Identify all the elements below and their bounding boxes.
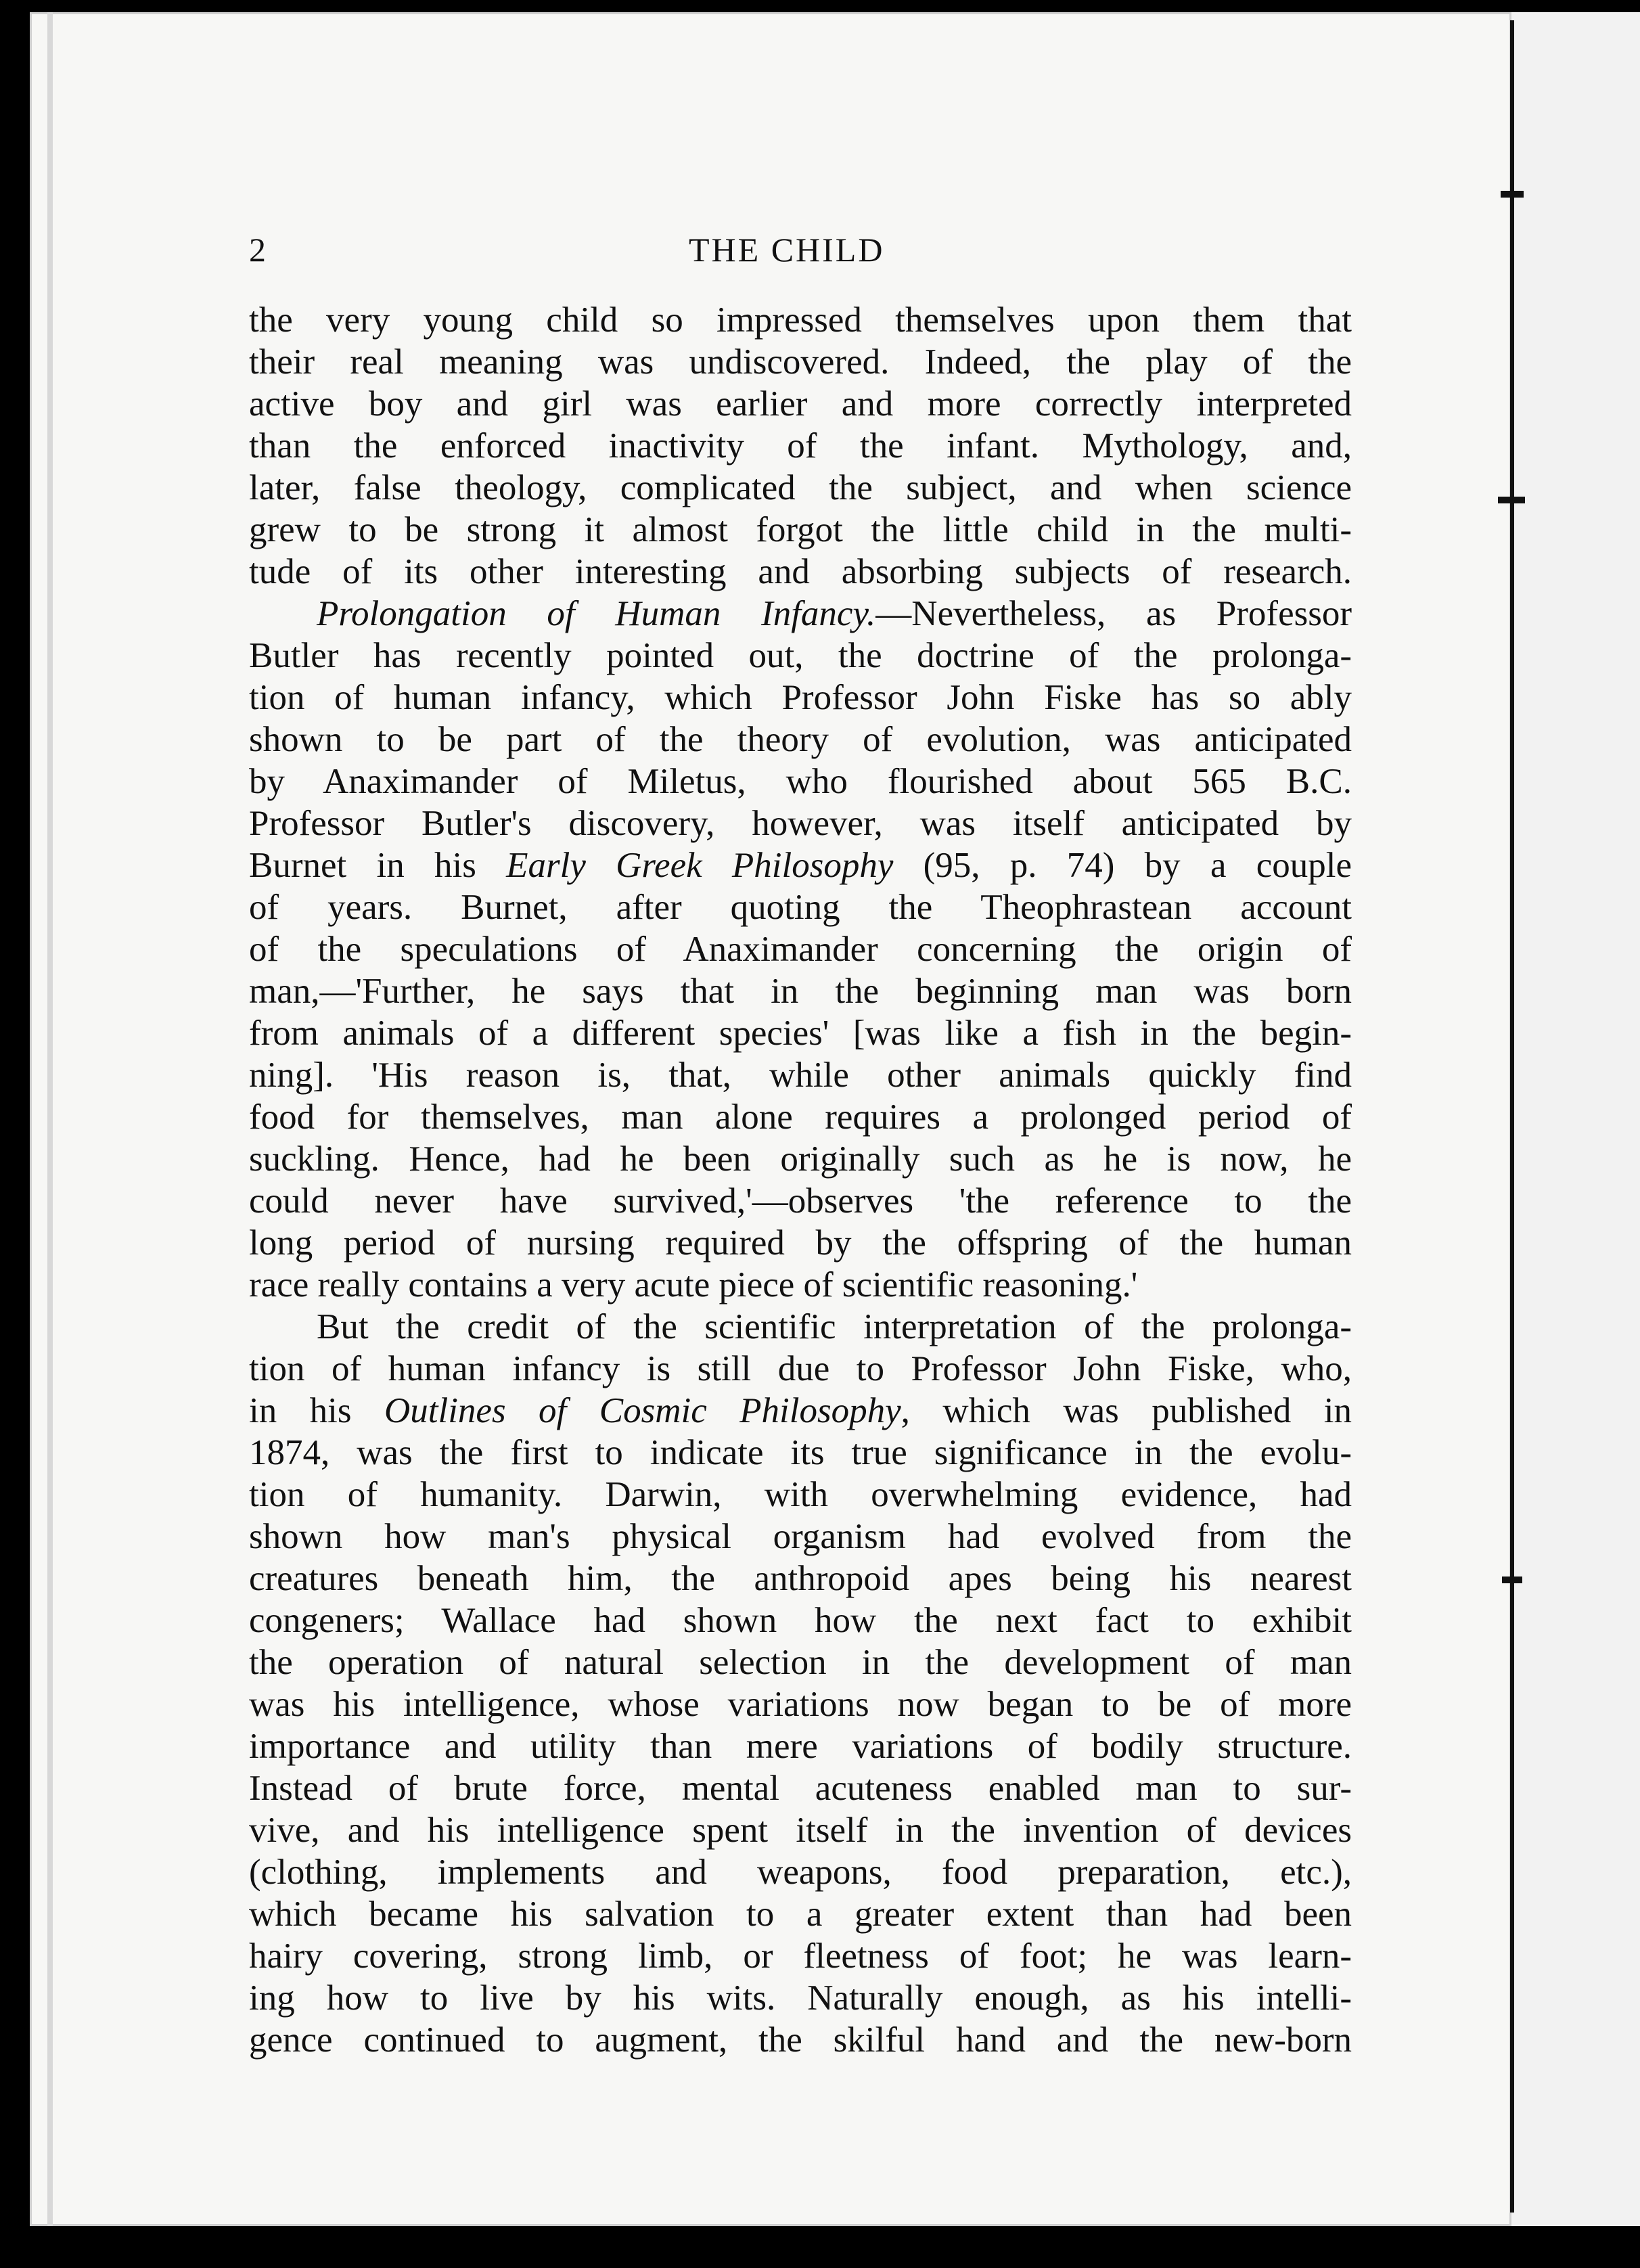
text-run: —Nevertheless, as Professor: [875, 594, 1352, 633]
text-run: Burnet in his: [249, 846, 507, 885]
text-line: importance and utility than mere variations of bodily structure.: [249, 1727, 1352, 1766]
text-run: , which was published in: [901, 1391, 1352, 1430]
text-line: gence continued to augment, the skilful hand and the new-born: [249, 2020, 1352, 2060]
text-line: suckling. Hence, had he been originally such as he is now, he: [249, 1139, 1352, 1179]
text-line: vive, and his intelligence spent itself in the invention of devices: [249, 1811, 1352, 1850]
paragraph-1: [249, 299, 1352, 593]
text-line: the very young child so impressed themselves upon them that: [249, 300, 1352, 340]
text-line: race really contains a very acute piece of scientific reasoning.': [249, 1265, 1138, 1305]
text-line: ing how to live by his wits. Naturally enough, as his intelli-: [249, 1978, 1352, 2018]
text-run: (95, p. 74) by a couple: [893, 846, 1352, 885]
facing-page-edge: [1511, 12, 1640, 2226]
text-line: Instead of brute force, mental acuteness enabled man to sur-: [249, 1769, 1352, 1808]
text-line: which became his salvation to a greater extent than had been: [249, 1895, 1352, 1934]
text-line: active boy and girl was earlier and more correctly interpreted: [249, 384, 1352, 424]
text-line: tion of human infancy is still due to Professor John Fiske, who,: [249, 1349, 1352, 1388]
text-line: than the enforced inactivity of the infant. Mythology, and,: [249, 426, 1352, 466]
text-line: ning]. 'His reason is, that, while other animals quickly find: [249, 1056, 1352, 1095]
text-line: hairy covering, strong limb, or fleetness of foot; he was learn-: [249, 1936, 1352, 1976]
text-line: Professor Butler's discovery, however, was itself anticipated by: [249, 804, 1352, 843]
text-line: by Anaximander of Miletus, who flourished about 565 B.C.: [249, 762, 1352, 801]
text-line: tude of its other interesting and absorbing subjects of research.: [249, 552, 1352, 591]
section-heading: Prolongation of Human Infancy.: [317, 594, 876, 633]
gutter-line: [1510, 20, 1514, 2213]
running-head: THE CHILD: [689, 231, 885, 269]
text-line: their real meaning was undiscovered. Indeed, the play of the: [249, 342, 1352, 382]
text-line: creatures beneath him, the anthropoid apes being his nearest: [249, 1559, 1352, 1598]
text-line: [249, 1390, 1352, 1432]
page-left-border: [47, 12, 53, 2226]
text-line: was his intelligence, whose variations now began to be of more: [249, 1685, 1352, 1724]
text-line: shown to be part of the theory of evolution, was anticipated: [249, 720, 1352, 759]
book-title: Outlines of Cosmic Philosophy: [384, 1391, 901, 1430]
paragraph-3: [249, 1306, 1352, 2061]
text-line: congeners; Wallace had shown how the next fact to exhibit: [249, 1601, 1352, 1640]
text-line: the operation of natural selection in the development of man: [249, 1643, 1352, 1682]
text-line: tion of humanity. Darwin, with overwhelming evidence, had: [249, 1475, 1352, 1514]
text-line: tion of human infancy, which Professor John Fiske has so ably: [249, 678, 1352, 717]
text-line: later, false theology, complicated the subject, and when science: [249, 468, 1352, 507]
text-line: [249, 844, 1352, 886]
paragraph-2: [249, 593, 1352, 1306]
page-number: 2: [249, 231, 266, 269]
gutter-mark: [1502, 1577, 1522, 1583]
text-line: of the speculations of Anaximander concerning the origin of: [249, 930, 1352, 969]
body-text: [249, 299, 1352, 2061]
text-line: food for themselves, man alone requires a prolonged period of: [249, 1097, 1352, 1137]
text-line: man,—'Further, he says that in the beginning man was born: [249, 972, 1352, 1011]
text-line: of years. Burnet, after quoting the Theophrastean account: [249, 888, 1352, 927]
text-line: could never have survived,'—observes 'the reference to the: [249, 1181, 1352, 1221]
text-line: (clothing, implements and weapons, food preparation, etc.),: [249, 1853, 1352, 1892]
text-line: grew to be strong it almost forgot the little child in the multi-: [249, 510, 1352, 549]
text-line: Butler has recently pointed out, the doctrine of the prolonga-: [249, 636, 1352, 675]
text-run: in his: [249, 1391, 384, 1430]
scan-bottom-edge: [30, 2226, 1640, 2268]
gutter-mark: [1498, 497, 1525, 503]
text-line: from animals of a different species' [was like a fish in the begin-: [249, 1014, 1352, 1053]
book-title: Early Greek Philosophy: [506, 846, 894, 885]
page-header: [249, 226, 1338, 273]
text-line: shown how man's physical organism had evolved from the: [249, 1517, 1352, 1556]
gutter-mark: [1501, 191, 1524, 198]
text-line: long period of nursing required by the offspring of the human: [249, 1223, 1352, 1263]
text-line: [249, 593, 1352, 635]
text-line: 1874, was the first to indicate its true significance in the evolu-: [249, 1433, 1352, 1472]
text-line: But the credit of the scientific interpretation of the prolonga-: [317, 1307, 1352, 1346]
